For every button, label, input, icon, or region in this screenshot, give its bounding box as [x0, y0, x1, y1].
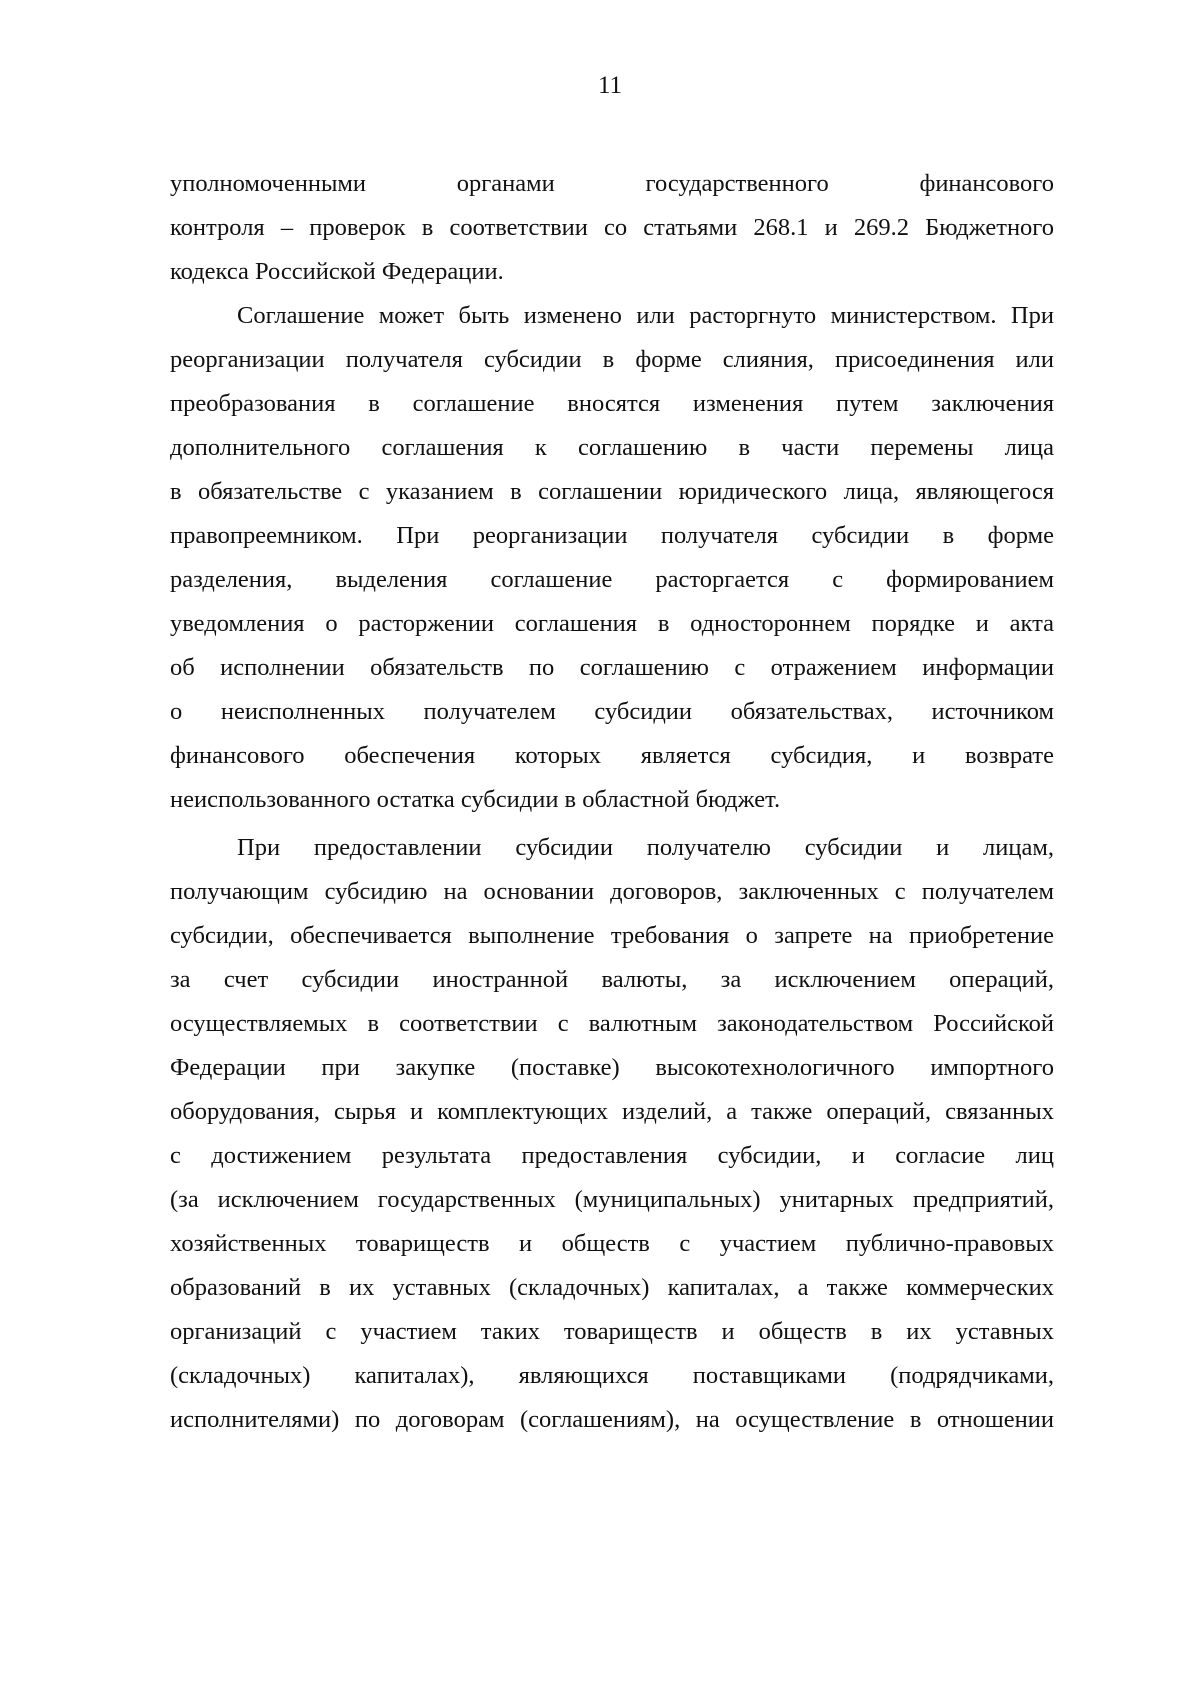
text-line: субсидии, обеспечивается выполнение требования о запрете на приобретение [170, 922, 1054, 949]
text-line: в обязательстве с указанием в соглашении юридического лица, являющегося [170, 478, 1054, 505]
text-line: оборудования, сырья и комплектующих изделий, а также операций, связанных [170, 1098, 1054, 1125]
text-line: неиспользованного остатка субсидии в областной бюджет. [170, 786, 781, 813]
text-line: Соглашение может быть изменено или расторгнуто министерством. При [237, 302, 1054, 329]
page-number: 11 [597, 72, 623, 99]
text-line: (за исключением государственных (муниципальных) унитарных предприятий, [170, 1186, 1054, 1213]
text-line: организаций с участием таких товариществ и обществ в их уставных [170, 1318, 1054, 1345]
text-line: дополнительного соглашения к соглашению в части перемены лица [170, 434, 1054, 461]
text-line: финансового обеспечения которых является субсидия, и возврате [170, 742, 1054, 769]
text-line: за счет субсидии иностранной валюты, за исключением операций, [170, 966, 1054, 993]
text-line: (складочных) капиталах), являющихся поставщиками (подрядчиками, [170, 1362, 1054, 1389]
text-line: хозяйственных товариществ и обществ с участием публично-правовых [170, 1230, 1054, 1257]
text-line: получающим субсидию на основании договоров, заключенных с получателем [170, 878, 1054, 905]
text-line: образований в их уставных (складочных) капиталах, а также коммерческих [170, 1274, 1054, 1301]
text-line: реорганизации получателя субсидии в форме слияния, присоединения или [170, 346, 1054, 373]
text-line: кодекса Российской Федерации. [170, 258, 504, 285]
text-line: о неисполненных получателем субсидии обязательствах, источником [170, 698, 1054, 725]
text-line: осуществляемых в соответствии с валютным законодательством Российской [170, 1010, 1054, 1037]
text-line: с достижением результата предоставления субсидии, и согласие лиц [170, 1142, 1054, 1169]
text-line: правопреемником. При реорганизации получателя субсидии в форме [170, 522, 1054, 549]
text-line: разделения, выделения соглашение расторгается с формированием [170, 566, 1054, 593]
text-line: контроля – проверок в соответствии со статьями 268.1 и 269.2 Бюджетного [170, 214, 1054, 241]
text-line: преобразования в соглашение вносятся изменения путем заключения [170, 390, 1054, 417]
text-line: уведомления о расторжении соглашения в одностороннем порядке и акта [170, 610, 1054, 637]
document-body [170, 162, 1054, 1442]
text-line: об исполнении обязательств по соглашению с отражением информации [170, 654, 1054, 681]
text-line: При предоставлении субсидии получателю субсидии и лицам, [237, 834, 1054, 861]
text-line: исполнителями) по договорам (соглашениям), на осуществление в отношении [170, 1406, 1054, 1433]
text-line: Федерации при закупке (поставке) высокотехнологичного импортного [170, 1054, 1054, 1081]
text-line: уполномоченными органами государственного финансового [170, 170, 1054, 197]
